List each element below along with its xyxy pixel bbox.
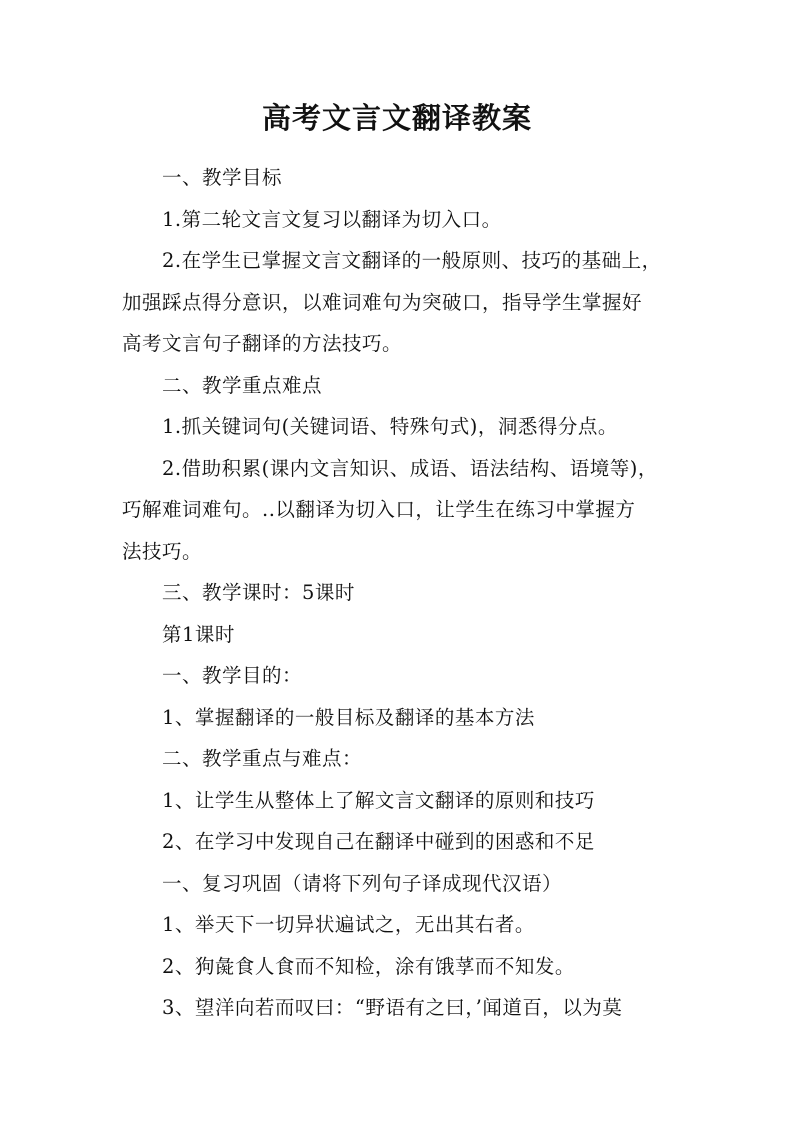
text-line: 1、让学生从整体上了解文言文翻译的原则和技巧 [162, 788, 595, 812]
text-line: 高考文言句子翻译的方法技巧。 [122, 332, 403, 355]
text-line: 三、教学课时：5课时 [162, 581, 355, 604]
text-line: 二、教学重点难点 [162, 373, 323, 397]
text-line: 2.在学生已掌握文言文翻译的一般原则、技巧的基础上， [162, 249, 662, 272]
text-line: 1.第二轮文言文复习以翻译为切入口。 [162, 207, 502, 231]
text-line: 一、复习巩固（请将下列句子译成现代汉语） [162, 871, 563, 895]
text-line: 1.抓关键词句(关键词语、特殊句式)，洞悉得分点。 [162, 415, 618, 438]
text-line: 2、狗彘食人食而不知检，涂有饿莩而不知发。 [162, 954, 575, 978]
text-line: 3、望洋向若而叹曰：“野语有之曰，’闻道百，以为莫 [162, 996, 623, 1019]
text-line: 2.借助积累(课内文言知识、成语、语法结构、语境等)， [162, 456, 658, 480]
text-line: 巧解难词难句。..以翻译为切入口，让学生在练习中掌握方 [122, 498, 636, 521]
text-line: 1、举天下一切异状遍试之，无出其右者。 [162, 913, 535, 936]
text-line: 加强踩点得分意识，以难词难句为突破口，指导学生掌握好 [122, 290, 643, 314]
text-line: 第1课时 [162, 622, 235, 646]
text-line: 2、在学习中发现自己在翻译中碰到的困惑和不足 [162, 830, 595, 853]
text-line: 二、教学重点与难点： [162, 747, 363, 770]
document-body [122, 157, 682, 1029]
text-line: 1、掌握翻译的一般目标及翻译的基本方法 [162, 705, 535, 729]
document-title: 高考文言文翻译教案 [261, 101, 532, 135]
text-line: 法技巧。 [122, 539, 203, 563]
text-line: 一、教学目标 [162, 166, 283, 189]
text-line: 一、教学目的： [162, 664, 303, 687]
